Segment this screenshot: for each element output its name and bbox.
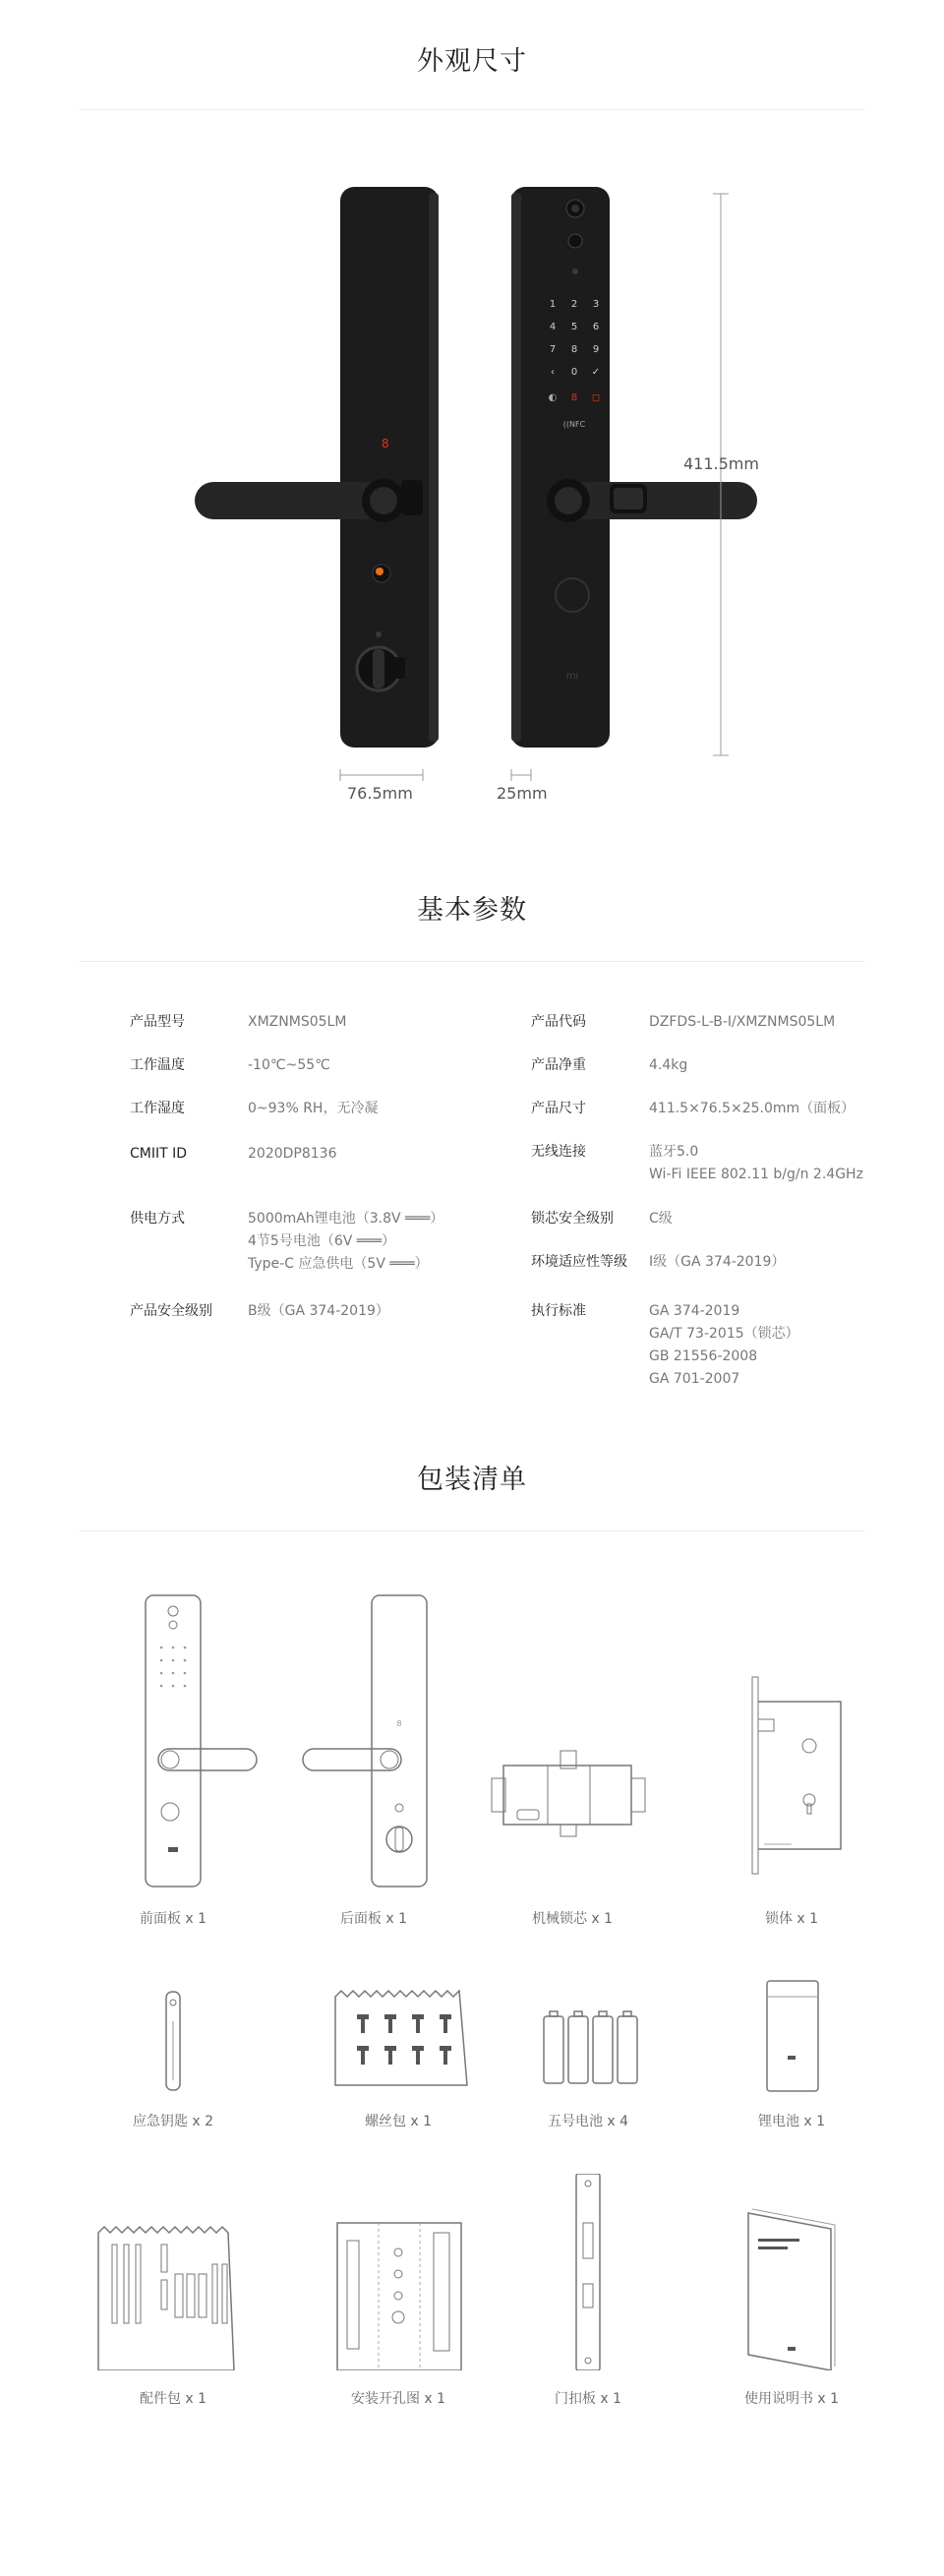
package-item-label: 使用说明书 x 1 (743, 2391, 840, 2407)
package-item-label: 门扣板 x 1 (554, 2391, 622, 2407)
param-value-line: 4.4kg (649, 1057, 688, 1073)
svg-text:◻: ◻ (591, 392, 601, 403)
params-title: 基本参数 (417, 895, 527, 926)
strike-plate-icon (490, 2174, 686, 2370)
param-key: 产品尺寸 (531, 1101, 586, 1116)
screw-pack-icon (300, 1977, 497, 2095)
param-value (248, 1098, 543, 1120)
param-key: 执行标准 (531, 1303, 586, 1319)
param-value-line: -10℃~55℃ (248, 1057, 330, 1073)
svg-text:((NFC: ((NFC (562, 420, 586, 429)
lock-cylinder-icon (474, 1593, 671, 1888)
param-key: 供电方式 (130, 1211, 185, 1227)
package-item-label: 锂电池 x 1 (757, 2114, 826, 2129)
svg-text:◐: ◐ (548, 392, 558, 403)
param-value (248, 1011, 543, 1034)
package-item-label: 应急钥匙 x 2 (132, 2114, 214, 2129)
param-value-line: 4节5号电池（6V ═══） (248, 1233, 396, 1249)
dimensions-title: 外观尺寸 (417, 46, 527, 77)
param-value-line: GA 374-2019 (649, 1303, 740, 1319)
param-value (248, 1143, 543, 1166)
divider (79, 961, 865, 962)
svg-text:1: 1 (549, 299, 557, 310)
param-key: 无线连接 (531, 1144, 586, 1160)
lithium-battery-icon (693, 1977, 890, 2095)
param-value-line: B级（GA 374-2019） (248, 1303, 389, 1319)
param-value-line: 0~93% RH，无冷凝 (248, 1101, 379, 1116)
svg-text:8: 8 (570, 392, 578, 403)
param-value (649, 1141, 944, 1186)
param-value (649, 1098, 944, 1120)
svg-text:5: 5 (570, 322, 578, 332)
lock-body-icon (693, 1593, 890, 1888)
param-value (248, 1054, 543, 1077)
param-value-line: Wi-Fi IEEE 802.11 b/g/n 2.4GHz (649, 1167, 863, 1182)
aa-battery-icon (490, 1977, 686, 2095)
package-item-label: 机械锁芯 x 1 (531, 1911, 614, 1927)
param-key: 产品净重 (531, 1057, 586, 1073)
product-dimensions-figure (0, 0, 944, 846)
accessory-pack-icon (75, 2174, 271, 2370)
param-value (649, 1011, 944, 1034)
package-item-label: 前面板 x 1 (139, 1911, 207, 1927)
svg-text:8: 8 (382, 437, 389, 450)
param-value-line: 蓝牙5.0 (649, 1144, 699, 1160)
svg-text:8: 8 (570, 344, 578, 355)
param-value-line: 5000mAh锂电池（3.8V ═══） (248, 1211, 444, 1227)
height-dimension-label: 411.5mm (683, 454, 759, 473)
param-value-line: 411.5×76.5×25.0mm（面板） (649, 1101, 856, 1116)
param-value (649, 1054, 944, 1077)
param-key: 工作温度 (130, 1057, 185, 1073)
param-value-line: C级 (649, 1211, 673, 1227)
param-value (248, 1208, 543, 1276)
param-value-line: GA/T 73-2015（锁芯） (649, 1326, 799, 1342)
param-value-line: I级（GA 374-2019） (649, 1254, 786, 1270)
param-value-line: Type-C 应急供电（5V ═══） (248, 1256, 429, 1272)
param-key: 锁芯安全级别 (531, 1211, 614, 1227)
package-item-label: 安装开孔图 x 1 (350, 2391, 446, 2407)
drilling-template-icon (300, 2174, 497, 2370)
svg-text:3: 3 (592, 299, 600, 310)
param-key: 工作湿度 (130, 1101, 185, 1116)
param-value (649, 1251, 944, 1274)
param-key: 产品型号 (130, 1014, 185, 1030)
svg-text:6: 6 (592, 322, 600, 332)
param-value-line: DZFDS-L-B-I/XMZNMS05LM (649, 1014, 836, 1030)
svg-text:mi: mi (565, 671, 579, 682)
param-key: 环境适应性等级 (531, 1254, 627, 1270)
param-value-line: XMZNMS05LM (248, 1014, 347, 1030)
param-value-line: 2020DP8136 (248, 1146, 337, 1162)
param-value-line: GB 21556-2008 (649, 1348, 758, 1364)
svg-text:7: 7 (549, 344, 557, 355)
param-value (248, 1300, 543, 1323)
param-key: CMIIT ID (130, 1146, 188, 1162)
back-panel-render (195, 187, 439, 748)
width-dimension-label: 76.5mm (347, 784, 413, 803)
package-item-label: 配件包 x 1 (139, 2391, 207, 2407)
svg-text:4: 4 (549, 322, 557, 332)
manual-icon (693, 2174, 890, 2370)
svg-text:0: 0 (570, 367, 578, 378)
package-title: 包装清单 (417, 1465, 527, 1495)
package-item-label: 五号电池 x 4 (547, 2114, 629, 2129)
param-key: 产品安全级别 (130, 1303, 212, 1319)
back-panel-icon (275, 1593, 472, 1888)
svg-text:9: 9 (592, 344, 600, 355)
package-item-label: 后面板 x 1 (339, 1911, 408, 1927)
package-item-label: 锁体 x 1 (764, 1911, 819, 1927)
front-panel-icon (75, 1593, 271, 1888)
param-value (649, 1300, 944, 1391)
param-key: 产品代码 (531, 1014, 586, 1030)
svg-text:‹: ‹ (551, 367, 555, 378)
lock-illustration (0, 0, 944, 846)
svg-text:2: 2 (570, 299, 578, 310)
param-value (649, 1208, 944, 1230)
svg-text:✓: ✓ (591, 367, 601, 378)
package-item-label: 螺丝包 x 1 (364, 2114, 433, 2129)
emergency-key-icon (75, 1977, 271, 2095)
param-value-line: GA 701-2007 (649, 1371, 740, 1387)
depth-dimension-label: 25mm (497, 784, 548, 803)
svg-text:8: 8 (396, 1719, 402, 1728)
divider (79, 1530, 865, 1531)
